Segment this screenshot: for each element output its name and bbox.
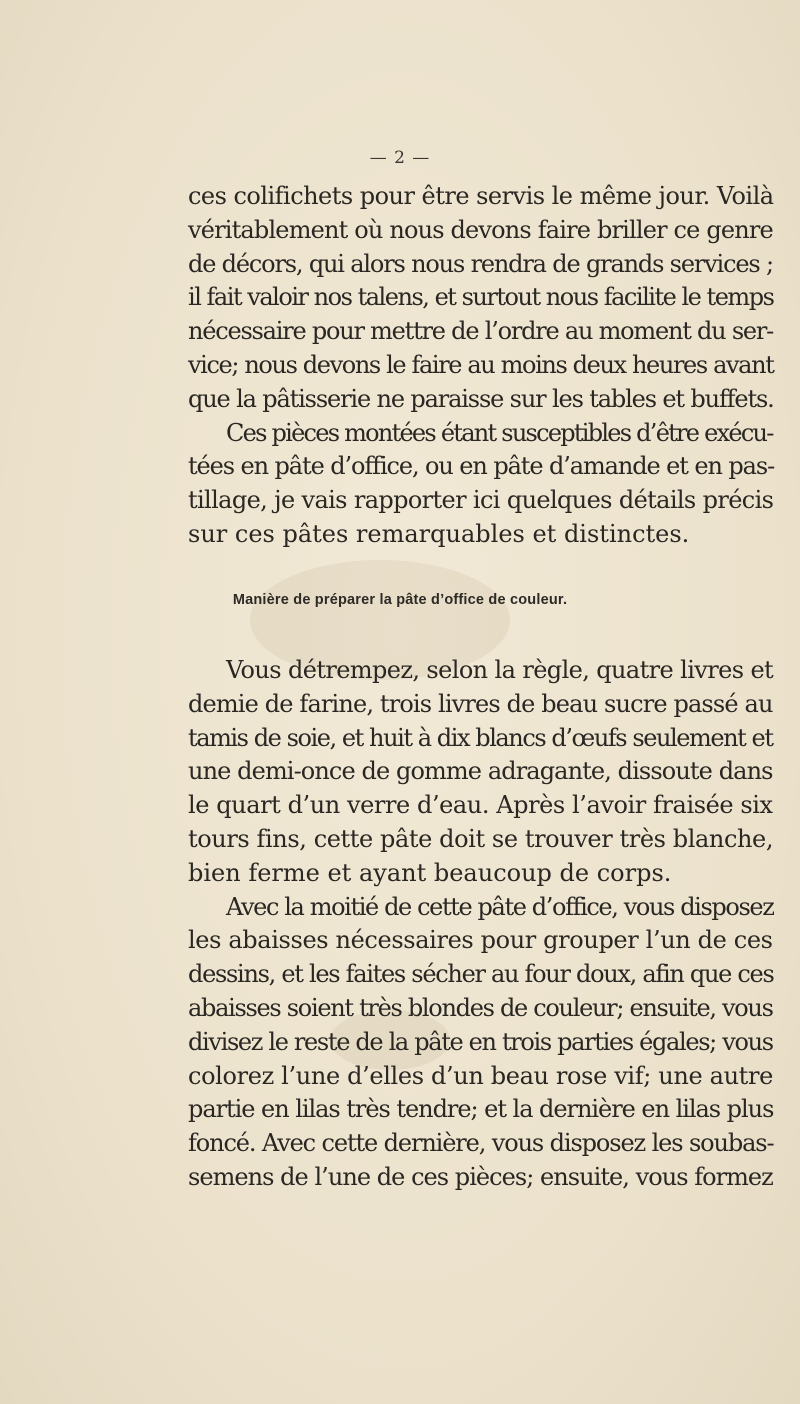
page-number: — 2 — <box>369 148 431 168</box>
text-block-top <box>188 180 800 552</box>
text-block-bottom <box>188 654 800 1195</box>
text-line: de décors, qui alors nous rendra de grands services ; <box>188 249 773 278</box>
text-line: bien ferme et ayant beaucoup de corps. <box>188 858 672 887</box>
text-line: sur ces pâtes remarquables et distinctes. <box>188 519 690 548</box>
text-line: partie en lilas très tendre; et la dernière en lilas plus <box>188 1095 774 1124</box>
text-line: tées en pâte d’office, ou en pâte d’amande et en pas- <box>188 452 775 481</box>
text-line: véritablement où nous devons faire briller ce genre <box>188 215 773 244</box>
text-line: tamis de soie, et huit à dix blancs d’œufs seulement et <box>188 723 773 752</box>
text-line: demie de farine, trois livres de beau sucre passé au <box>188 689 773 718</box>
text-line: abaisses soient très blondes de couleur; ensuite, vous <box>188 993 773 1022</box>
text-line: les abaisses nécessaires pour grouper l’un de ces <box>188 926 773 955</box>
text-line: ces colifichets pour être servis le même jour. Voilà <box>188 182 774 210</box>
text-line: il fait valoir nos talens, et surtout nous facilite le temps <box>188 283 774 312</box>
text-line: foncé. Avec cette dernière, vous disposez les soubas- <box>188 1129 774 1158</box>
text-line: dessins, et les faites sécher au four doux, afin que ces <box>188 960 774 989</box>
text-line: que la pâtisserie ne paraisse sur les tables et buffets. <box>188 384 774 413</box>
text-line: vice; nous devons le faire au moins deux heures avant <box>188 350 774 379</box>
text-line: semens de l’une de ces pièces; ensuite, vous formez <box>188 1162 773 1191</box>
text-line: une demi-once de gomme adragante, dissoute dans <box>188 757 773 786</box>
text-line: divisez le reste de la pâte en trois parties égales; vous <box>188 1027 773 1056</box>
text-line: nécessaire pour mettre de l’ordre au moment du ser- <box>188 317 774 346</box>
text-line: Vous détrempez, selon la règle, quatre livres et <box>226 656 774 684</box>
text-line: tillage, je vais rapporter ici quelques détails précis <box>188 486 774 515</box>
text-line: colorez l’une d’elles d’un beau rose vif; une autre <box>188 1061 773 1090</box>
section-heading: Manière de préparer la pâte d’office de couleur. <box>232 592 568 608</box>
text-line: le quart d’un verre d’eau. Après l’avoir fraisée six <box>188 791 773 820</box>
text-line: tours fins, cette pâte doit se trouver très blanche, <box>188 824 774 853</box>
text-line: Avec la moitié de cette pâte d’office, vous disposez <box>226 892 774 921</box>
text-line: Ces pièces montées étant susceptibles d’être exécu- <box>226 418 773 447</box>
